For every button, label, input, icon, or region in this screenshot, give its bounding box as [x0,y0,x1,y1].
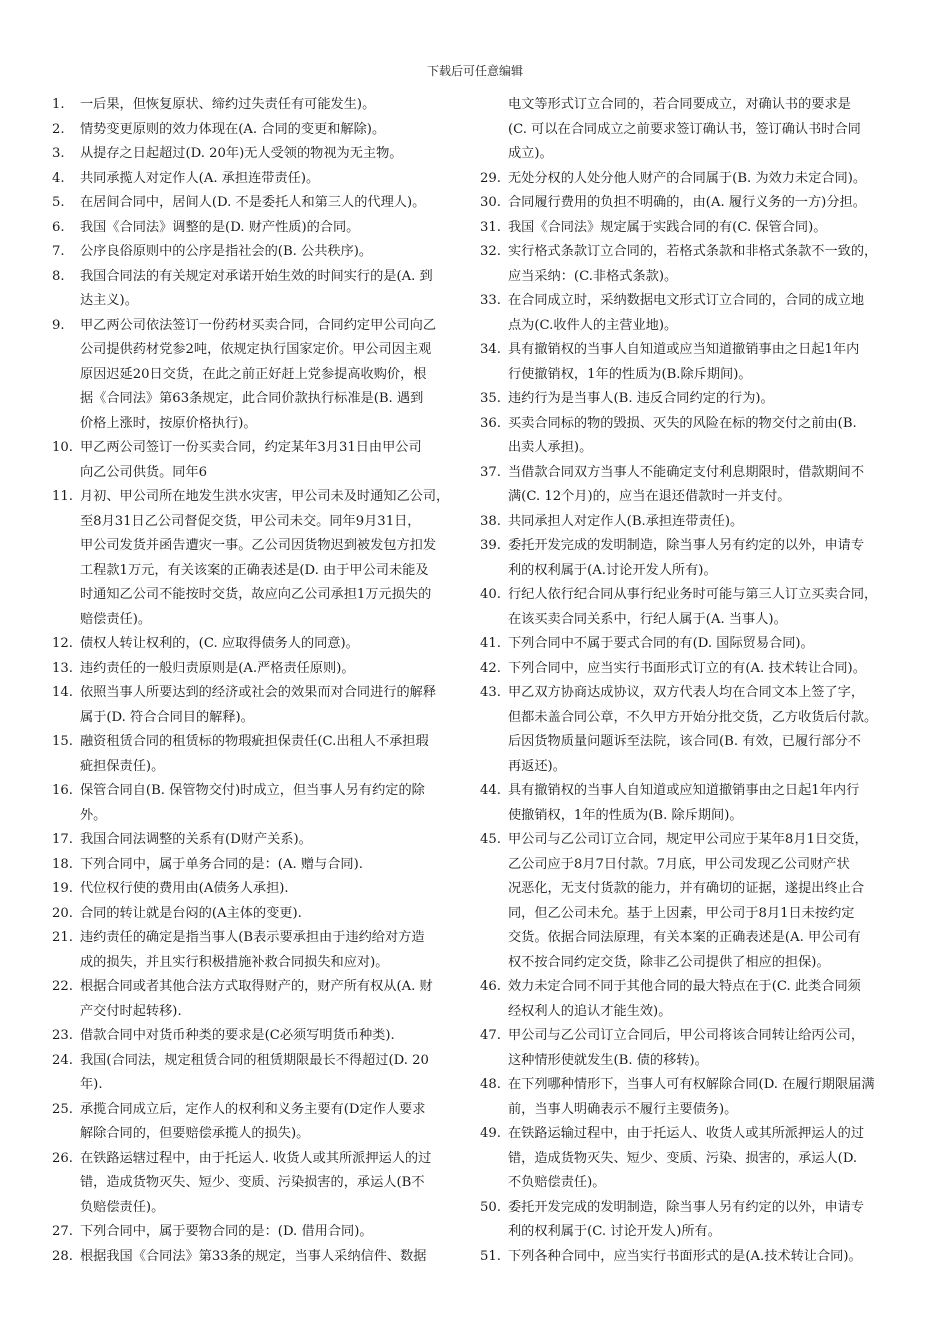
question-text: 属于(D. 符合合同目的解释)。 [80,709,254,725]
question-text: 向乙公司供货。同年6 [80,464,208,480]
question-line [52,1024,472,1049]
question-text: 违约行为是当事人(B. 违反合同约定的行为)。 [508,391,774,406]
question-line [480,265,900,290]
question-text: 具有撤销权的当事人自知道或应当知道撤销事由之日起1年内 [508,342,860,357]
question-number: 9. [52,317,65,333]
question-text: 外。 [80,807,107,823]
question-line [52,1220,472,1245]
question-line [52,1196,472,1221]
question-line [52,412,472,437]
question-item [480,191,900,216]
question-line [480,706,900,731]
question-text: 同，但乙公司未允。基于上因素，甲公司于8月1日未按约定 [508,905,855,921]
question-line [52,1171,472,1196]
question-line [52,1147,472,1172]
question-line [52,510,472,535]
question-text: 行使撤销权，1年的性质为(B.除斥期间)。 [508,366,752,382]
question-line [480,755,900,780]
question-number: 32. [480,244,501,259]
page-header: 下载后可任意编辑 [426,64,523,78]
question-line [480,387,900,412]
question-text: 不负赔偿责任)。 [508,1175,606,1190]
question-text: 效力未定合同不同于其他合同的最大特点在于(C. 此类合同须 [508,979,861,994]
question-number: 25. [52,1101,73,1117]
question-text: 在合同成立时，采纳数据电文形式订立合同的，合同的成立地 [508,293,865,308]
question-text: 这种情形使就发生(B. 债的移转)。 [508,1052,708,1068]
question-line [480,559,900,584]
question-line [480,461,900,486]
question-line [480,951,900,976]
question-text: 时通知乙公司不能按时交货，故应向乙公司承担1万元损失的 [80,587,432,602]
question-number: 1. [52,97,65,112]
question-line [480,436,900,461]
question-item [480,461,900,510]
question-text: 下列合同中，应当实行书面形式订立的有(A. 技术转让合同)。 [508,660,866,676]
question-line [52,706,472,731]
question-text: 疵担保责任)。 [80,758,165,774]
question-text: 甲乙两公司依法签订一份药材买卖合同，合同约定甲公司向乙 [80,317,437,333]
question-line [52,779,472,804]
question-text: 根据我国《合同法》第33条的规定，当事人采纳信件、数据 [80,1248,427,1264]
question-line [480,142,900,167]
question-line [52,142,472,167]
question-item [52,902,472,927]
question-text: 在铁路运输过程中，由于托运人、收货人或其所派押运人的过 [508,1126,865,1141]
question-line [480,1024,900,1049]
question-text: 当借款合同双方当事人不能确定支付利息期限时，借款期间不 [508,464,865,480]
question-number: 50. [480,1199,501,1215]
question-item [480,510,900,535]
question-text: 甲乙两公司签订一份买卖合同，约定某年3月31日由甲公司 [80,440,422,455]
question-number: 33. [480,293,501,308]
question-number: 26. [52,1150,73,1166]
question-line [52,877,472,902]
question-item [480,1245,900,1270]
question-line [480,1073,900,1098]
question-number: 6. [52,219,65,235]
question-item [480,583,900,632]
question-text: 年). [80,1077,103,1092]
question-number: 49. [480,1126,501,1141]
question-text: 情势变更原则的效力体现在(A. 合同的变更和解除)。 [80,121,386,137]
question-number: 15. [52,734,73,749]
question-item [52,265,472,314]
question-text: 无处分权的人处分他人财产的合同属于(B. 为效力未定合同)。 [508,170,867,186]
question-text: 委托开发完成的发明制造，除当事人另有约定的以外，申请专 [508,538,865,553]
question-number: 12. [52,636,73,651]
question-line [480,412,900,437]
question-text: 下列合同中，属于单务合同的是：(A. 赠与合同). [80,856,363,872]
question-text: 我国合同法的有关规定对承诺开始生效的时间实行的是(A. 到 [80,268,433,284]
question-item [52,216,472,241]
question-line [52,755,472,780]
right-column [480,93,900,1269]
question-item [52,730,472,779]
question-item [480,1122,900,1196]
question-line [480,877,900,902]
question-line [480,1049,900,1074]
question-line [52,240,472,265]
question-text: 借款合同中对货币种类的要求是(C必须写明货币种类). [80,1028,395,1043]
question-number: 23. [52,1028,73,1043]
question-item [480,779,900,828]
question-number: 24. [52,1052,73,1068]
question-text: 利的权利属于(C. 讨论开发人)所有。 [508,1224,721,1239]
question-item [480,632,900,657]
question-line [480,1196,900,1221]
question-line [480,853,900,878]
question-item [52,975,472,1024]
question-number: 21. [52,930,73,945]
question-line [480,338,900,363]
question-line [52,804,472,829]
question-text: 根据合同或者其他合法方式取得财产的，财产所有权从(A. 财 [80,979,433,994]
question-line [480,191,900,216]
question-item [52,167,472,192]
question-text: 至8月31日乙公司督促交货，甲公司未交。同年9月31日， [80,513,421,529]
question-number: 18. [52,856,73,872]
question-line [480,314,900,339]
question-item [480,167,900,192]
question-text: 经权利人的追认才能生效)。 [508,1003,672,1019]
question-line [52,902,472,927]
question-number: 43. [480,685,501,700]
question-number: 34. [480,342,501,357]
question-text: 甲公司发货并函告遭灾一事。乙公司因货物迟到被发包方扣发 [80,538,437,553]
question-line [480,1245,900,1270]
question-line [480,93,900,118]
question-line [480,1147,900,1172]
question-number: 10. [52,440,73,455]
question-text: 在下列哪种情形下，当事人可有权解除合同(D. 在履行期限届满 [508,1077,875,1092]
question-text: 融资租赁合同的租赁标的物瑕疵担保责任(C.出租人不承担瑕 [80,734,429,749]
question-line [52,289,472,314]
question-line [480,534,900,559]
question-item [52,1049,472,1098]
question-line [52,363,472,388]
question-text: 合同的转让就是台闷的(A主体的变更). [80,905,302,921]
question-text: 我国(合同法，规定租赁合同的租赁期限最长不得超过(D. 20 [80,1052,429,1068]
question-line [52,461,472,486]
question-item [52,926,472,975]
question-line [52,93,472,118]
question-line [52,657,472,682]
question-line [52,1122,472,1147]
question-item [480,289,900,338]
question-text: 具有撤销权的当事人自知道或应知道撤销事由之日起1年内行 [508,783,860,798]
question-line [52,951,472,976]
question-text: 出卖人承担)。 [508,440,593,455]
question-item [480,387,900,412]
question-line [480,1122,900,1147]
question-number: 36. [480,415,501,431]
question-item [52,657,472,682]
question-number: 27. [52,1224,73,1239]
question-line [52,1049,472,1074]
question-item [52,118,472,143]
question-line [52,338,472,363]
question-item [480,216,900,241]
question-text: 错，造成货物灭失、短少、变质、污染损害的，承运人(B不 [80,1175,425,1190]
question-item [52,1147,472,1221]
question-line [480,1220,900,1245]
question-line [52,828,472,853]
question-item [480,338,900,387]
question-line [52,118,472,143]
question-text: 达主义)。 [80,293,138,308]
question-text: 错，造成货物灭失、短少、变质、污染、损害的，承运人(D. [508,1150,858,1166]
question-line [52,1098,472,1123]
question-line [52,534,472,559]
question-text: 从提存之日起超过(D. 20年)无人受领的物视为无主物。 [80,146,403,161]
question-number: 42. [480,660,501,676]
question-line [52,485,472,510]
question-item [52,779,472,828]
question-number: 4. [52,170,65,186]
question-number: 2. [52,121,65,137]
question-text: 原因迟延20日交货，在此之前正好赶上党参提高收购价，根 [80,366,427,382]
question-item [480,828,900,975]
question-text: 在居间合同中，居间人(D. 不是委托人和第三人的代理人)。 [80,195,426,210]
question-text: 我国《合同法》调整的是(D. 财产性质)的合同。 [80,219,360,235]
question-line [52,167,472,192]
question-line [480,240,900,265]
question-line [52,387,472,412]
question-line [52,632,472,657]
question-line [52,1245,472,1270]
question-line [52,975,472,1000]
question-item [52,828,472,853]
question-text: 违约责任的一般归责原则是(A.严格责任原则)。 [80,660,355,676]
question-number [480,93,508,118]
question-item [480,93,900,167]
question-item [52,877,472,902]
question-text: 债权人转让权利的，(C. 应取得债务人的同意)。 [80,636,359,651]
question-number: 37. [480,464,501,480]
question-text: 在该买卖合同关系中，行纪人属于(A. 当事人)。 [508,611,787,627]
question-line [480,902,900,927]
question-item [480,412,900,461]
question-text: 共同承揽人对定作人(A. 承担连带责任)。 [80,170,320,186]
question-text: 价格上涨时，按原价格执行)。 [80,415,257,431]
question-number: 17. [52,832,73,847]
question-number: 45. [480,832,501,847]
question-line [52,265,472,290]
question-text: 负赔偿责任)。 [80,1199,165,1215]
question-item [52,436,472,485]
question-number: 44. [480,783,501,798]
question-text: 电文等形式订立合同的，若合同要成立，对确认书的要求是 [508,97,851,112]
question-text: 况恶化，无支付货款的能力，并有确切的证据，遂提出终止合 [508,881,865,896]
question-text: (C. 可以在合同成立之前要求签订确认书，签订确认书时合同 [508,121,861,137]
question-text: 据《合同法》第63条规定，此合同价款执行标准是(B. 遇到 [80,391,424,406]
question-number: 14. [52,685,73,700]
question-line [480,779,900,804]
question-text: 但都未盖合同公章，不久甲方开始分批交货，乙方收货后付款。 [508,709,878,725]
question-text: 使撤销权，1年的性质为(B. 除斥期间)。 [508,807,743,823]
question-line [52,559,472,584]
question-line [52,216,472,241]
question-number: 51. [480,1248,501,1264]
question-text: 成立)。 [508,146,553,161]
question-number: 20. [52,905,73,921]
question-line [52,436,472,461]
question-text: 保管合同自(B. 保管物交付)时成立，但当事人另有约定的除 [80,783,425,798]
question-line [480,730,900,755]
question-line [480,828,900,853]
question-number: 47. [480,1028,501,1043]
question-text: 再返还)。 [508,758,566,774]
question-number: 30. [480,195,501,210]
question-text: 合同履行费用的负担不明确的，由(A. 履行义务的一方)分担。 [508,195,866,210]
question-text: 违约责任的确定是指当事人(B表示要承担由于违约给对方造 [80,930,425,945]
question-text: 产交付时起转移). [80,1003,182,1019]
question-line [52,681,472,706]
question-text: 下列合同中，属于要物合同的是：(D. 借用合同)。 [80,1224,373,1239]
question-number: 7. [52,244,65,259]
question-text: 甲公司与乙公司订立合同，规定甲公司应于某年8月1日交货， [508,832,868,847]
question-text: 一后果，但恢复原状、缔约过失责任有可能发生)。 [80,97,376,112]
question-number: 46. [480,979,501,994]
question-item [52,632,472,657]
question-text: 权不按合同约定交货，除非乙公司提供了相应的担保)。 [508,954,830,970]
question-number: 38. [480,513,501,529]
question-text: 月初、甲公司所在地发生洪水灾害，甲公司未及时通知乙公司， [80,489,450,504]
question-item [480,681,900,779]
question-text: 依照当事人所要达到的经济或社会的效果而对合同进行的解释 [80,685,437,700]
question-text: 在铁路运辖过程中，由于托运人. 收货人或其所派押运人的过 [80,1150,432,1166]
question-text: 我国合同法调整的关系有(D财产关系)。 [80,832,312,847]
question-line [480,363,900,388]
question-line [480,632,900,657]
question-number: 41. [480,636,501,651]
question-line [480,608,900,633]
question-item [52,681,472,730]
question-number: 5. [52,195,65,210]
question-number: 48. [480,1077,501,1092]
question-item [52,1024,472,1049]
question-line [52,583,472,608]
question-text: 我国《合同法》规定属于实践合同的有(C. 保管合同)。 [508,219,827,235]
question-text: 成的损失，并且实行积极措施补救合同损失和应对)。 [80,954,389,970]
question-number: 28. [52,1248,73,1264]
question-line [52,191,472,216]
question-item [52,240,472,265]
question-line [480,975,900,1000]
question-item [52,1098,472,1147]
question-number: 22. [52,979,73,994]
question-number: 3. [52,146,65,161]
question-text: 前，当事人明确表示不履行主要债务)。 [508,1101,738,1117]
question-text: 解除合同的，但要赔偿承揽人的损失)。 [80,1126,310,1141]
question-line [52,730,472,755]
question-line [52,853,472,878]
question-text: 代位权行使的费用由(A债务人承担). [80,881,289,896]
question-line [52,1073,472,1098]
question-text: 下列合同中不属于要式合同的有(D. 国际贸易合同)。 [508,636,814,651]
question-item [480,975,900,1024]
question-line [480,118,900,143]
question-line [480,1171,900,1196]
question-number: 39. [480,538,501,553]
question-number: 8. [52,268,65,284]
question-text: 工程款1万元，有关该案的正确表述是(D. 由于甲公司未能及 [80,562,429,578]
question-line [480,681,900,706]
question-text: 乙公司应于8月7日付款。7月底，甲公司发现乙公司财产状 [508,856,850,872]
question-number: 19. [52,881,73,896]
question-line [480,485,900,510]
question-line [480,583,900,608]
question-text: 满(C. 12个月)的，应当在退还借款时一并支付。 [508,489,791,504]
question-line [480,1098,900,1123]
question-item [480,1024,900,1073]
question-line [52,1000,472,1025]
question-line [480,804,900,829]
question-line [480,216,900,241]
question-text: 赔偿责任)。 [80,611,152,627]
question-text: 公司提供药材党参2吨，依规定执行国家定价。甲公司因主观 [80,342,432,357]
question-text: 委托开发完成的发明制造，除当事人另有约定的以外，申请专 [508,1199,865,1215]
question-number: 16. [52,783,73,798]
question-line [480,926,900,951]
question-item [480,657,900,682]
question-number: 40. [480,587,501,602]
question-line [52,926,472,951]
question-text: 承揽合同成立后，定作人的权利和义务主要有(D定作人要求 [80,1101,426,1117]
question-text: 利的权利属于(A.讨论开发人所有)。 [508,562,717,578]
question-text: 实行格式条款订立合同的，若格式条款和非格式条款不一致的， [508,244,878,259]
question-item [52,485,472,632]
question-text: 后因货物质量问题诉至法院，该合同(B. 有效，已履行部分不 [508,734,861,749]
question-item [52,191,472,216]
question-number: 35. [480,391,501,406]
question-line [52,314,472,339]
question-item [480,534,900,583]
question-text: 应当采纳：(C.非格式条款)。 [508,268,678,284]
question-number: 11. [52,489,73,504]
question-line [480,289,900,314]
question-text: 交货。依据合同法原理，有关本案的正确表述是(A. 甲公司有 [508,930,861,945]
question-line [480,657,900,682]
question-number: 29. [480,170,501,186]
question-item [52,1220,472,1245]
question-number: 31. [480,219,501,235]
question-number: 13. [52,660,73,676]
question-text: 买卖合同标的物的毁损、灭失的风险在标的物交付之前由(B. [508,415,857,431]
question-text: 行纪人依行纪合同从事行纪业务时可能与第三人订立买卖合同， [508,587,878,602]
question-item [52,314,472,437]
question-text: 共同承担人对定作人(B.承担连带责任)。 [508,513,744,529]
question-item [52,93,472,118]
question-item [52,853,472,878]
question-line [480,510,900,535]
question-item [480,1196,900,1245]
question-item [480,1073,900,1122]
question-line [480,167,900,192]
question-text: 下列各种合同中，应当实行书面形式的是(A.技术转让合同)。 [508,1248,862,1264]
question-text: 点为(C.收件人的主营业地)。 [508,317,678,333]
left-column [52,93,472,1269]
question-item [52,142,472,167]
question-line [52,608,472,633]
question-text: 甲乙双方协商达成协议，双方代表人均在合同文本上签了字， [508,685,865,700]
question-item [52,1245,472,1270]
question-text: 公序良俗原则中的公序是指社会的(B. 公共秩序)。 [80,244,373,259]
question-line [480,1000,900,1025]
question-text: 甲公司与乙公司订立合同后，甲公司将该合同转让给丙公司， [508,1028,865,1043]
question-item [480,240,900,289]
